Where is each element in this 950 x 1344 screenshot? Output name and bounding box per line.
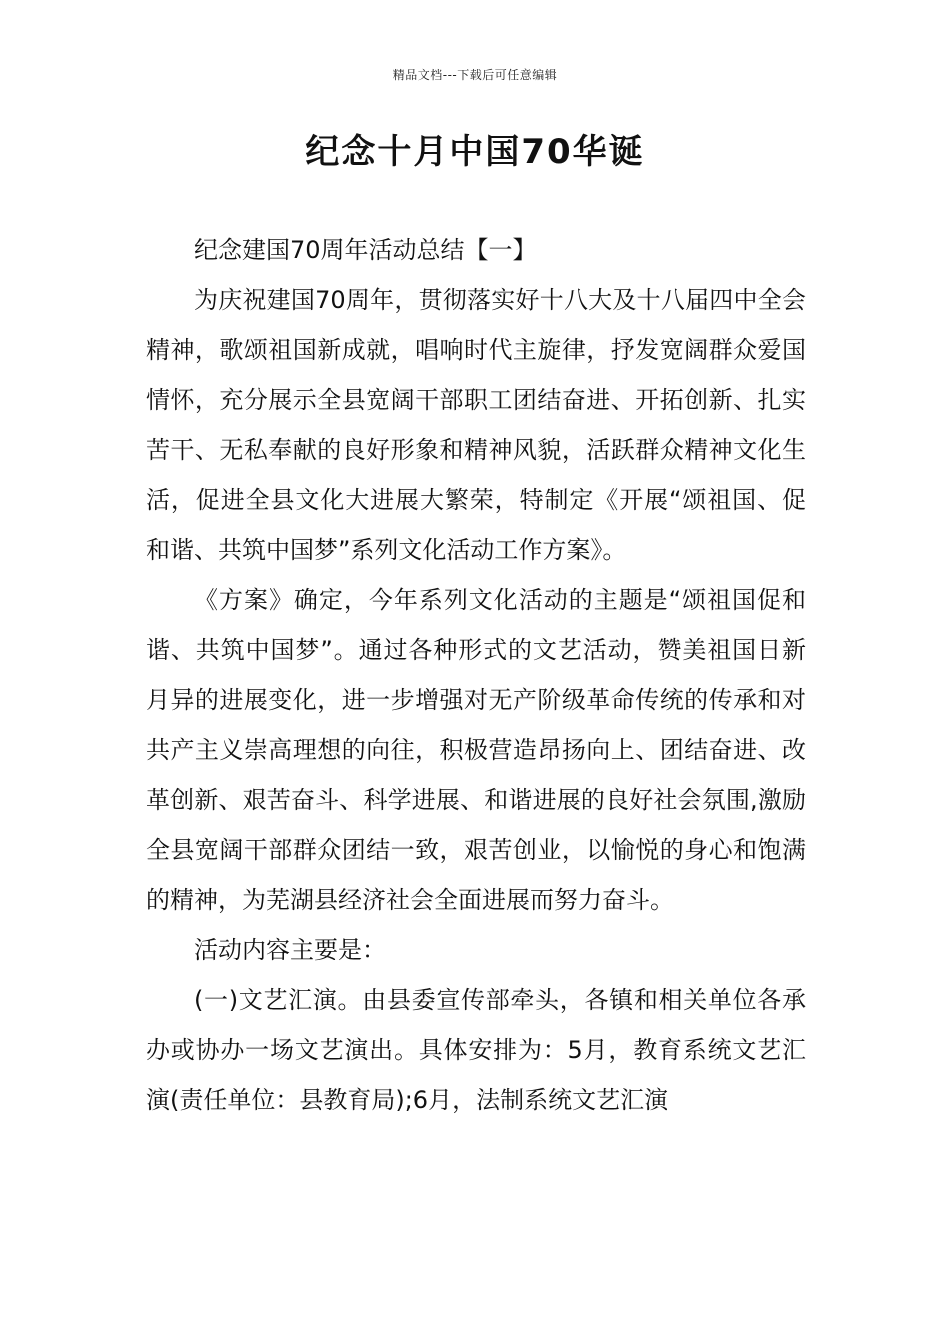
paragraph: 为庆祝建国70周年，贯彻落实好十八大及十八届四中全会精神，歌颂祖国新成就，唱响时代主旋律，抒发宽阔群众爱国情怀，充分展示全县宽阔干部职工团结奋进、开拓创新、扎实苦干、无私奉献的良好形象和精神风貌，活跃群众精神文化生活，促进全县文化大进展大繁荣，特制定《开展“颂祖国、促和谐、共筑中国梦”系列文化活动工作方案》。 xyxy=(146,286,806,564)
document-body xyxy=(146,225,806,1125)
section-heading: 纪念建国70周年活动总结【一】 xyxy=(194,236,537,264)
paragraph: 《方案》确定，今年系列文化活动的主题是“颂祖国促和谐、共筑中国梦”。通过各种形式的文艺活动，赞美祖国日新月异的进展变化，进一步增强对无产阶级革命传统的传承和对共产主义崇高理想的向往，积极营造昂扬向上、团结奋进、改革创新、艰苦奋斗、科学进展、和谐进展的良好社会氛围,激励全县宽阔干部群众团结一致，艰苦创业，以愉悦的身心和饱满的精神，为芜湖县经济社会全面进展而努力奋斗。 xyxy=(146,586,806,914)
header-note: 精品文档---下载后可任意编辑 xyxy=(392,68,558,82)
document-title: 纪念十月中国70华诞 xyxy=(305,132,645,172)
paragraph: (一)文艺汇演。由县委宣传部牵头，各镇和相关单位各承办或协办一场文艺演出。具体安排为：5月，教育系统文艺汇演(责任单位：县教育局);6月，法制系统文艺汇演 xyxy=(146,986,806,1114)
paragraph: 活动内容主要是： xyxy=(194,936,386,964)
